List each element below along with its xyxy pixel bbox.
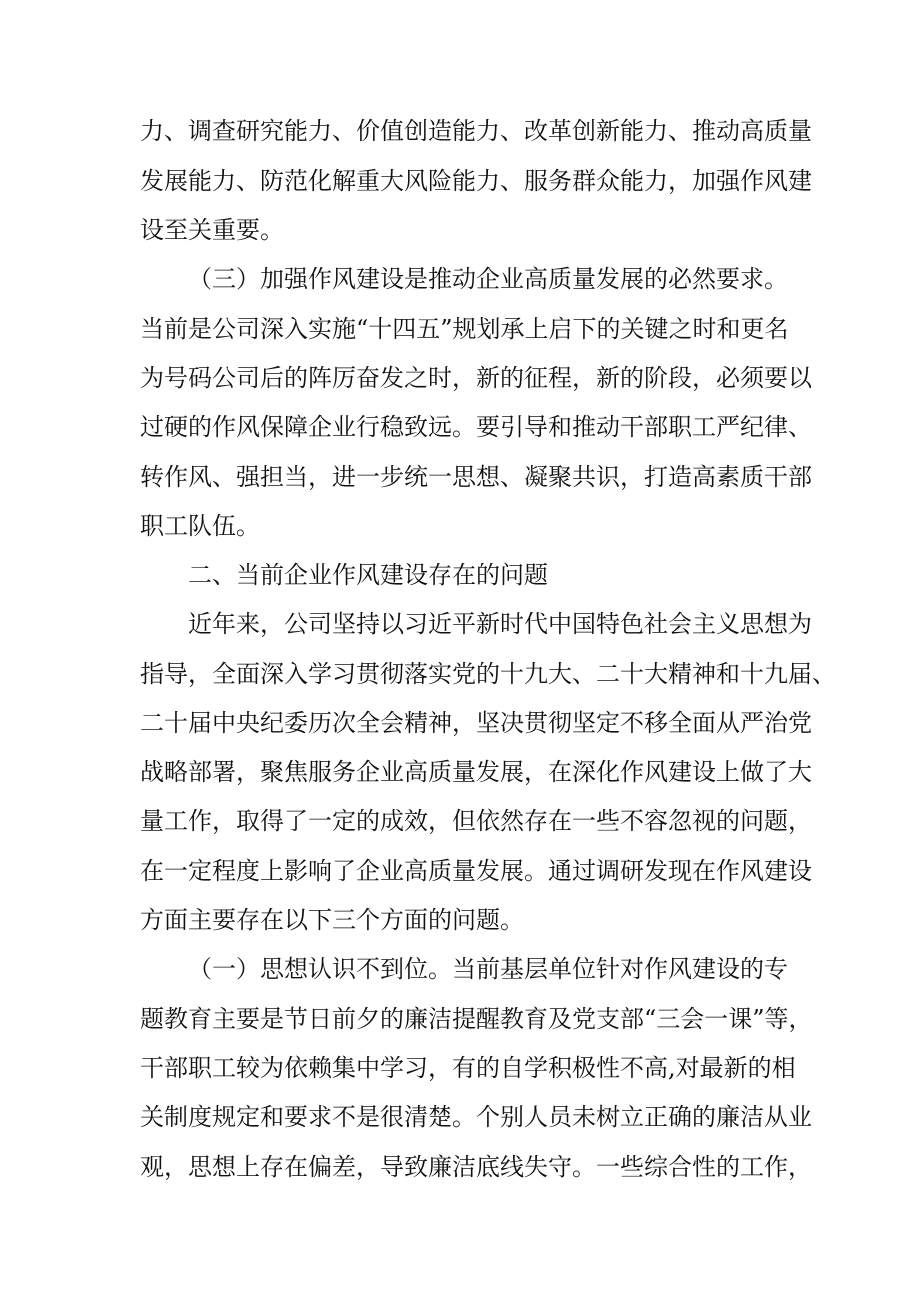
text-line-5: 当前是公司深入实施“十四五”规划承上启下的关键之时和更名 (140, 315, 789, 343)
text-line-8: 转作风、强担当，进一步统一思想、凝聚共识，打造高素质干部 (140, 463, 812, 491)
text-line-20: 干部职工较为依赖集中学习，有的自学积极性不高,对最新的相 (140, 1054, 796, 1082)
text-line-13: 二十届中央纪委历次全会精神，坚决贯彻坚定不移全面从严治党 (140, 709, 812, 737)
text-line-11: 近年来，公司坚持以习近平新时代中国特色社会主义思想为 (188, 610, 812, 638)
text-line-6: 为号码公司后的阵厉奋发之时，新的征程，新的阶段，必须要以 (140, 364, 812, 392)
text-line-16: 在一定程度上影响了企业高质量发展。通过调研发现在作风建设 (140, 857, 812, 885)
chapter-heading-2: 二、当前企业作风建设存在的问题 (188, 561, 548, 589)
section-heading-3: （三）加强作风建设是推动企业高质量发展的必然要求。 (188, 265, 788, 293)
text-line-2: 发展能力、防范化解重大风险能力、服务群众能力，加强作风建 (140, 167, 812, 195)
section-heading-1: （一）思想认识不到位。当前基层单位针对作风建设的专 (188, 955, 788, 983)
text-line-14: 战略部署，聚焦服务企业高质量发展，在深化作风建设上做了大 (140, 758, 812, 786)
text-line-3: 设至关重要。 (140, 216, 284, 244)
text-line-19: 题教育主要是节日前夕的廉洁提醒教育及党支部“三会一课”等， (140, 1005, 813, 1033)
text-line-22: 观，思想上存在偏差，导致廉洁底线失守。一些综合性的工作， (140, 1153, 812, 1181)
text-line-15: 量工作，取得了一定的成效，但依然存在一些不容忽视的问题， (140, 807, 812, 835)
text-line-9: 职工队伍。 (140, 512, 260, 540)
text-line-7: 过硬的作风保障企业行稳致远。要引导和推动干部职工严纪律、 (140, 413, 812, 441)
text-line-17: 方面主要存在以下三个方面的问题。 (140, 906, 524, 934)
text-line-1: 力、调查研究能力、价值创造能力、改革创新能力、推动高质量 (140, 117, 812, 145)
text-line-21: 关制度规定和要求不是很清楚。个别人员未树立正确的廉洁从业 (140, 1103, 812, 1131)
text-line-12: 指导，全面深入学习贯彻落实党的十九大、二十大精神和十九届、 (140, 660, 836, 688)
